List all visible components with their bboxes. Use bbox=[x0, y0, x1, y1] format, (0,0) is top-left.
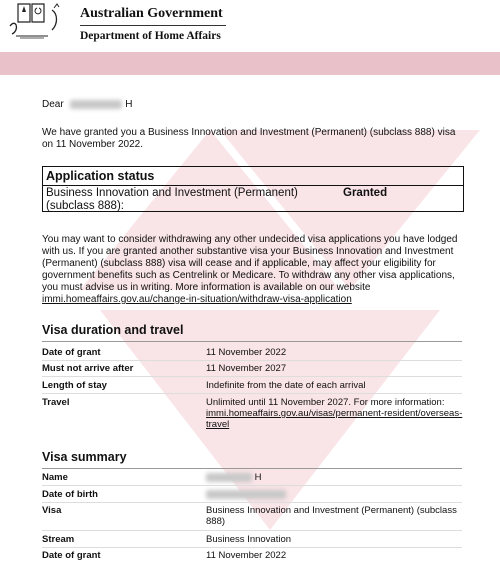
watermark-logo-icon bbox=[40, 90, 500, 530]
row-value: 11 November 2022 bbox=[206, 347, 287, 358]
row-label: Date of birth bbox=[42, 489, 98, 500]
redacted-birthdate bbox=[206, 490, 286, 499]
row-value bbox=[206, 489, 466, 500]
header-divider bbox=[80, 25, 226, 26]
application-status-box bbox=[42, 166, 464, 212]
row-divider bbox=[42, 547, 462, 548]
row-value: 11 November 2027 bbox=[206, 363, 287, 374]
row-value: Business Innovation bbox=[206, 534, 292, 545]
status-visa-name: Business Innovation and Investment (Permanent) (subclass 888): bbox=[46, 187, 298, 212]
row-divider bbox=[42, 530, 462, 531]
duration-title: Visa duration and travel bbox=[42, 323, 184, 337]
status-divider bbox=[43, 185, 463, 186]
letterhead bbox=[0, 0, 500, 52]
travel-text: Unlimited until 11 November 2027. For more information: bbox=[206, 397, 445, 408]
row-label: Date of grant bbox=[42, 550, 101, 561]
header-band bbox=[0, 52, 500, 75]
government-name: Australian Government bbox=[80, 6, 223, 21]
row-divider bbox=[42, 376, 462, 377]
row-value: Indefinite from the date of each arrival bbox=[206, 380, 366, 391]
name-suffix: H bbox=[254, 472, 262, 483]
summary-title: Visa summary bbox=[42, 450, 127, 464]
redacted-name bbox=[70, 100, 122, 109]
row-label: Must not arrive after bbox=[42, 363, 134, 374]
salutation bbox=[42, 99, 132, 111]
row-label: Travel bbox=[42, 397, 70, 408]
row-label: Name bbox=[42, 472, 68, 483]
travel-link[interactable]: immi.homeaffairs.gov.au/visas/permanent-resident/overseas-travel bbox=[206, 408, 463, 430]
summary-divider bbox=[42, 468, 462, 469]
withdraw-advice bbox=[42, 234, 468, 306]
row-value bbox=[206, 397, 466, 430]
row-divider bbox=[42, 485, 462, 486]
coat-of-arms-icon bbox=[8, 0, 62, 44]
row-value: Business Innovation and Investment (Permanent) (subclass 888) bbox=[206, 505, 457, 527]
row-label: Stream bbox=[42, 534, 75, 545]
row-divider bbox=[42, 502, 462, 503]
row-label: Length of stay bbox=[42, 380, 107, 391]
status-value: Granted bbox=[343, 187, 388, 199]
status-title: Application status bbox=[46, 169, 155, 183]
withdraw-link[interactable]: immi.homeaffairs.gov.au/change-in-situation/withdraw-visa-application bbox=[42, 294, 352, 305]
grant-intro: We have granted you a Business Innovation and Investment (Permanent) (subclass 888) visa on 11 November 2022. bbox=[42, 127, 456, 150]
salutation-surname: H bbox=[125, 99, 133, 110]
row-divider bbox=[42, 360, 462, 361]
row-label: Visa bbox=[42, 505, 62, 516]
duration-divider bbox=[42, 341, 462, 342]
advice-text: You may want to consider withdrawing any other undecided visa applications you have lodged with us. If you are granted another substantive visa your Business Innovation and Investment (Permanent) (subclass 888) visa will cease and if applicable, may affect your eligibility for government benefits such as Centrelink or Medicare. To withdraw any other visa applications, you must advise us in writing. More information is available on our website bbox=[42, 234, 458, 293]
salutation-word: Dear bbox=[42, 99, 64, 110]
row-label: Date of grant bbox=[42, 347, 101, 358]
redacted-name bbox=[206, 473, 252, 482]
row-value: 11 November 2022 bbox=[206, 550, 287, 561]
row-divider bbox=[42, 393, 462, 394]
row-value bbox=[206, 472, 466, 483]
department-name: Department of Home Affairs bbox=[80, 30, 221, 42]
